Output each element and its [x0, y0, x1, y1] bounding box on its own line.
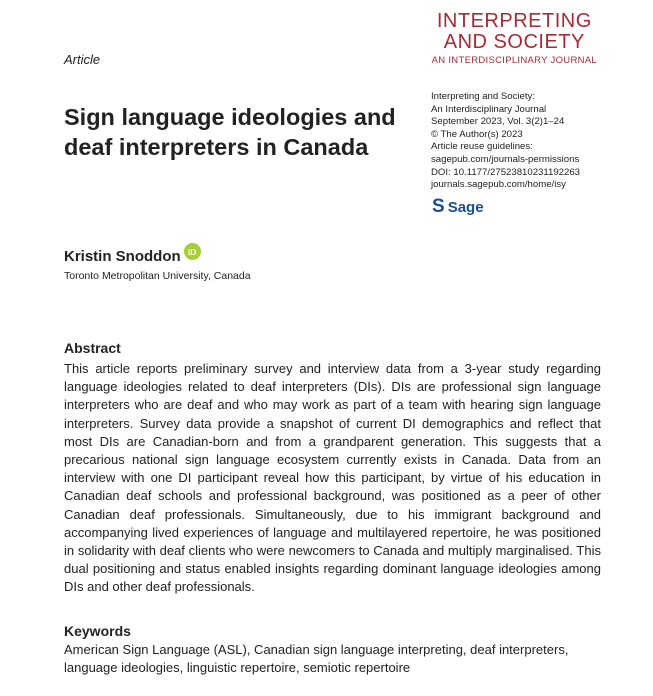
article-type-label: Article: [64, 52, 101, 67]
meta-volume: September 2023, Vol. 3(2)1–24: [431, 116, 565, 128]
meta-doi[interactable]: DOI: 10.1177/27523810231192263: [431, 166, 581, 178]
meta-journal-subtitle: An Interdisciplinary Journal: [431, 103, 547, 115]
author-name: Kristin Snoddon: [64, 248, 181, 265]
meta-journal-name: Interpreting and Society:: [431, 91, 535, 102]
orcid-icon[interactable]: iD: [184, 243, 201, 260]
keywords-body: American Sign Language (ASL), Canadian sign language interpreting, deaf interpreters, language ideologies, linguistic repertoire, semiotic repertoire: [64, 642, 569, 676]
meta-permissions-link[interactable]: sagepub.com/journals-permissions: [431, 153, 580, 165]
journal-brand: [432, 10, 597, 66]
meta-reuse-label: Article reuse guidelines:: [431, 141, 533, 153]
meta-journal-url[interactable]: journals.sagepub.com/home/isy: [431, 179, 566, 191]
publisher-name: Sage: [447, 198, 484, 216]
journal-brand-subtitle: AND SOCIETY: [443, 31, 585, 53]
keywords-heading: Keywords: [64, 623, 131, 639]
sage-s-icon: S: [432, 196, 445, 217]
meta-copyright: © The Author(s) 2023: [431, 128, 523, 140]
abstract-body: This article reports preliminary survey and interview data from a 3-year study regarding language ideologies related to deaf interpreters (DIs). DIs are professional sign language interpreters who are deaf and who may work as part of a team with hearing sign language interpreters. Survey data provide a snapshot of current DI demographics and reflect that most DIs are Canadian-born and from a grandparent generation. This suggests that a precarious national sign language ecosystem currently exists in Canada. Data from an interview with one DI participant reveal how this participant, by virtue of his education in Canadian deaf schools and professional background, was positioned as a peer of other Canadian deaf professionals. Simultaneously, due to his immigrant background and accompanying lived experiences of language and multilayered repertoire, he was positioned in solidarity with deaf clients who were newcomers to Canada and multiply marginalised. This dual positioning and status enabled insights regarding dominant language ideologies among DIs and other deaf professionals.: [64, 361, 601, 595]
publisher-logo: [432, 198, 484, 216]
journal-brand-tagline: AN INTERDISCIPLINARY JOURNAL: [431, 55, 597, 66]
abstract-heading: Abstract: [64, 340, 121, 356]
publication-meta: [431, 91, 580, 192]
journal-brand-title: INTERPRETING: [436, 10, 592, 32]
author-line: [64, 248, 201, 265]
article-title: Sign language ideologies and deaf interpreters in Canada: [64, 104, 396, 160]
author-affiliation: Toronto Metropolitan University, Canada: [64, 270, 251, 282]
